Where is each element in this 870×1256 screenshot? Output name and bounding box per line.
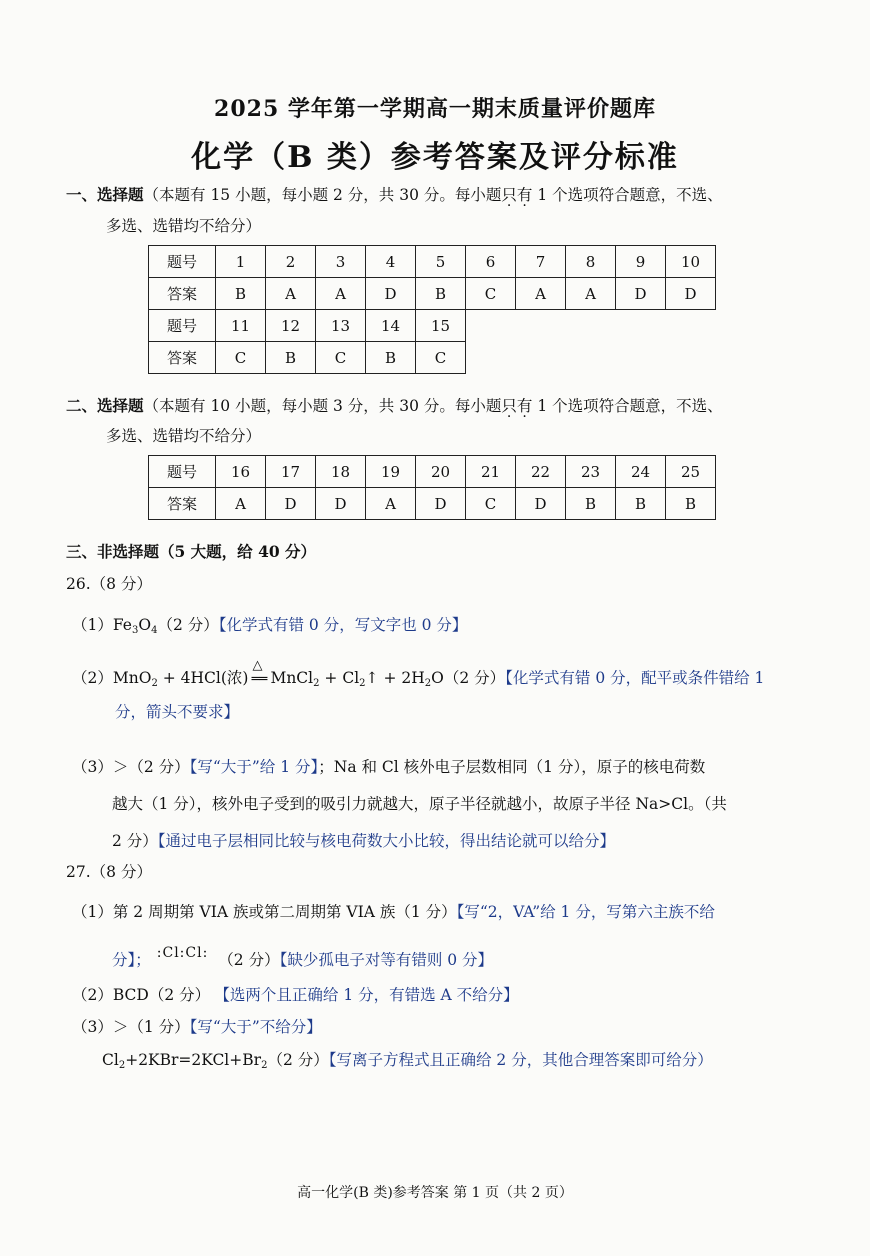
grading-note: 【写“大于”不给分】 [189, 1018, 322, 1036]
table-cell: 答案 [149, 488, 216, 520]
section1-heading: 一、选择题 [66, 185, 144, 204]
section1-intro-line2: 多选、选错均不给分） [106, 217, 262, 235]
q26-part1: $(1)Fe_3O_4(2$ 分）【化学式有错 0 分，写文字也 0 分】 [72, 616, 468, 636]
document-title-line2: 化学（B 类）参考答案及评分标准 [191, 140, 679, 175]
table-cell: 15 [416, 310, 466, 342]
table-cell: D [316, 488, 366, 520]
table-cell: 5 [416, 246, 466, 278]
table-cell: 14 [366, 310, 416, 342]
table-cell: A [316, 278, 366, 310]
q26-part3-line2: 越大（1 分），核外电子受到的吸引力就越大，原子半径就越小，故原子半径 Na>Cl。（共 [112, 795, 727, 813]
table-cell: D [516, 488, 566, 520]
table-cell: 1 [216, 246, 266, 278]
table-cell: 13 [316, 310, 366, 342]
table-cell: C [466, 278, 516, 310]
table-row [149, 342, 716, 374]
table-cell: 11 [216, 310, 266, 342]
table-cell: B [216, 278, 266, 310]
q27-part3: （3）＞（1 分）【写“大于”不给分】 [72, 1018, 322, 1036]
table-cell: 10 [666, 246, 716, 278]
table-cell: 题号 [149, 456, 216, 488]
table-cell: B [366, 342, 416, 374]
lewis-structure: :Cl:Cl: [156, 945, 209, 961]
table-cell: C [216, 342, 266, 374]
grading-note: 分】； [112, 951, 151, 969]
table-cell: B [666, 488, 716, 520]
table-cell: D [266, 488, 316, 520]
table-cell: D [616, 278, 666, 310]
table-cell: 8 [566, 246, 616, 278]
grading-note: 【写离子方程式且正确给 2 分，其他合理答案即可给分） [328, 1051, 713, 1069]
section2-answer-table [148, 455, 716, 520]
grading-note: 【通过电子层相同比较与核电荷数大小比较，得出结论就可以给分】 [157, 832, 616, 850]
table-cell: 12 [266, 310, 316, 342]
table-cell: 24 [616, 456, 666, 488]
q27-part2: （2）BCD（2 分） 【选两个且正确给 1 分，有错选 A 不给分】 [72, 986, 519, 1004]
grading-note: 【缺少孤电子对等有错则 0 分】 [279, 951, 494, 969]
q27-part3-line2: $Cl_2+2KBr=2KCl+Br_2(2$ 分）【写离子方程式且正确给 2 分，其他合理答案即可给分） [102, 1051, 713, 1071]
q26-part2: （2）MnO$_2$ + 4HCl(浓) △ ══ MnCl$_2$ + $Cl_2↑ + 2H_2O(2$ 分）【化学式有错 0 分，配平或条件错给 1 [72, 658, 765, 689]
table-cell: 3 [316, 246, 366, 278]
table-cell: D [366, 278, 416, 310]
table-row [149, 278, 716, 310]
table-cell: 答案 [149, 278, 216, 310]
q27-label: 27.（8 分） [66, 863, 152, 881]
page-footer: 高一化学(B 类)参考答案 第 1 页（共 2 页） [297, 1185, 573, 1201]
table-cell: 题号 [149, 246, 216, 278]
q26-label: 26.（8 分） [66, 575, 152, 593]
grading-note: 【化学式有错 0 分，写文字也 0 分】 [218, 616, 468, 634]
table-cell: B [266, 342, 316, 374]
table-cell: A [566, 278, 616, 310]
table-cell: 20 [416, 456, 466, 488]
table-cell: 22 [516, 456, 566, 488]
document-title-line1: 2025 学年第一学期高一期末质量评价题库 [214, 96, 656, 122]
grading-note: 分，箭头不要求】 [115, 703, 240, 721]
q27-part1: （1）第 2 周期第 VIA 族或第二周期第 VIA 族（1 分）【写“2，VA”给 1 分，写第六主族不给 [72, 903, 715, 921]
grading-note: 【化学式有错 0 分，配平或条件错给 1 [505, 669, 765, 687]
q27-part1-line2: 分】； :Cl:Cl: （2 分）【缺少孤电子对等有错则 0 分】 [112, 945, 494, 969]
table-cell: C [466, 488, 516, 520]
table-cell: C [316, 342, 366, 374]
chemical-equation: MnO$_2$ + 4HCl(浓) △ ══ MnCl$_2$ + $Cl_2↑ + 2H_2O$ [112, 658, 444, 689]
table-cell: C [416, 342, 466, 374]
grading-note: 【写“大于”给 1 分】 [189, 758, 319, 776]
table-row [149, 456, 716, 488]
table-cell: 7 [516, 246, 566, 278]
table-row [149, 246, 716, 278]
table-cell: 题号 [149, 310, 216, 342]
table-cell: B [416, 278, 466, 310]
q26-part3-line3: 2 分）【通过电子层相同比较与核电荷数大小比较，得出结论就可以给分】 [112, 832, 616, 850]
table-cell: A [516, 278, 566, 310]
section1-answer-table [148, 245, 716, 374]
table-cell: B [566, 488, 616, 520]
table-row [149, 310, 716, 342]
table-cell: D [416, 488, 466, 520]
grading-note: 【写“2，VA”给 1 分，写第六主族不给 [456, 903, 715, 921]
grading-note: 【选两个且正确给 1 分，有错选 A 不给分】 [222, 986, 519, 1004]
table-cell: 4 [366, 246, 416, 278]
table-row [149, 488, 716, 520]
heating-condition: △ ══ [251, 658, 268, 687]
section2-intro: 二、选择题（本题有 10 小题，每小题 3 分，共 30 分。每小题只有 1 个选项符合题意，不选、 [66, 396, 723, 415]
table-cell: 2 [266, 246, 316, 278]
table-cell: 答案 [149, 342, 216, 374]
table-cell: 9 [616, 246, 666, 278]
section2-heading: 二、选择题 [66, 396, 144, 415]
table-cell: D [666, 278, 716, 310]
section3-heading: 三、非选择题（5 大题，给 40 分） [66, 542, 317, 561]
table-cell: A [216, 488, 266, 520]
table-cell: 18 [316, 456, 366, 488]
chemical-equation: $Cl_2+2KBr=2KCl+Br_2$ [102, 1051, 268, 1071]
section2-intro-line2: 多选、选错均不给分） [106, 427, 262, 445]
table-cell: B [616, 488, 666, 520]
table-cell: 25 [666, 456, 716, 488]
table-cell: A [366, 488, 416, 520]
q26-part3: （3）＞（2 分）【写“大于”给 1 分】；Na 和 Cl 核外电子层数相同（1 分），原子的核电荷数 [72, 758, 706, 776]
table-cell: 23 [566, 456, 616, 488]
table-cell: 6 [466, 246, 516, 278]
table-cell: 16 [216, 456, 266, 488]
table-cell: A [266, 278, 316, 310]
table-cell: 17 [266, 456, 316, 488]
section1-intro: 一、选择题（本题有 15 小题，每小题 2 分，共 30 分。每小题只有 1 个选项符合题意，不选、 [66, 185, 723, 204]
table-cell: 19 [366, 456, 416, 488]
table-cell: 21 [466, 456, 516, 488]
